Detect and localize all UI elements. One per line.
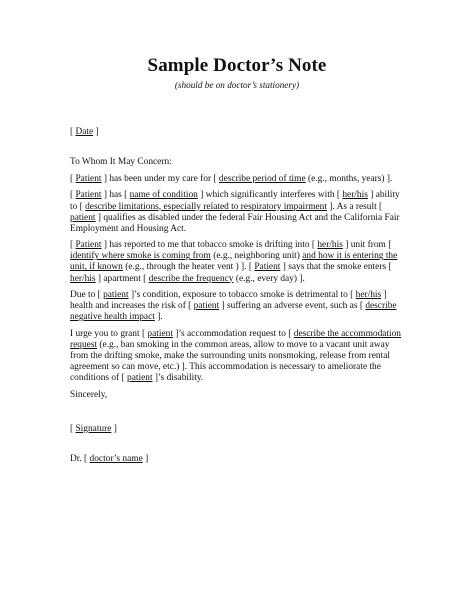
patient-placeholder: Patient xyxy=(75,190,102,201)
pronoun-placeholder: her/his xyxy=(355,289,382,300)
patient-placeholder: patient xyxy=(147,328,173,339)
patient-placeholder: Patient xyxy=(75,240,102,251)
frequency-placeholder: describe the frequency xyxy=(148,273,234,284)
patient-placeholder: Patient xyxy=(254,262,281,273)
signature-placeholder: Signature xyxy=(75,424,112,434)
page-subtitle: (should be on doctor’s stationery) xyxy=(174,80,300,90)
accommodation-placeholder: describe the accommodation request xyxy=(70,328,401,350)
patient-placeholder: patient xyxy=(127,373,153,384)
paragraph-condition: [ Patient ] has [ name of condition ] which significantly interferes with [ her/his ] ability to [ describe limitations, especially related to respiratory impairment ]. As a result [ patient ] qualifies as disabled under the federal Fair Housing Act and the California Fair Employment and Housing Act. xyxy=(70,190,400,234)
paragraph-smoke-report: [ Patient ] has reported to me that tobacco smoke is drifting into [ her/his ] unit from [ identify where smoke is coming from (e.g., neighboring unit) and how it is entering the unit, if known (e.g., through the heater vent ) ]. [ Patient ] says that the smoke enters [ her/his ] apartment [ describe the frequency (e.g., every day) ]. xyxy=(70,240,398,284)
date-placeholder: Date xyxy=(75,127,94,137)
pronoun-placeholder: her/his xyxy=(70,273,96,284)
paragraph-care-period: [ Patient ] has been under my care for [ describe period of time (e.g., months, years) ]. xyxy=(70,173,393,184)
health-impact-placeholder: describe negative health impact xyxy=(70,301,397,323)
doctor-name-placeholder: doctor’s name xyxy=(89,454,143,465)
date-line xyxy=(70,127,405,138)
page-title: Sample Doctor’s Note xyxy=(147,55,327,76)
salutation: To Whom It May Concern: xyxy=(70,157,172,168)
patient-placeholder: patient xyxy=(103,289,129,300)
condition-placeholder: name of condition xyxy=(129,190,198,201)
limitations-placeholder: describe limitations, especially related to respiratory impairment xyxy=(85,201,327,212)
bracket-open: [ xyxy=(70,127,76,137)
pronoun-placeholder: her/his xyxy=(317,240,343,251)
period-placeholder: describe period of time xyxy=(218,173,306,184)
doctor-name-line: Dr. [ doctor’s name ] xyxy=(70,454,149,465)
bracket-close: ] xyxy=(93,127,99,137)
pronoun-placeholder: her/his xyxy=(342,190,368,201)
letter-body xyxy=(70,127,405,471)
signature-line: [ Signature ] xyxy=(70,424,117,434)
patient-placeholder: patient xyxy=(193,301,220,312)
smoke-source-placeholder: identify where smoke is coming from xyxy=(70,251,211,262)
smoke-entry-placeholder: and how it is entering the unit, if known xyxy=(70,251,398,273)
closing: Sincerely, xyxy=(70,389,108,400)
patient-placeholder: Patient xyxy=(75,173,102,184)
patient-placeholder: patient xyxy=(70,212,96,223)
paragraph-health-risk: Due to [ patient ]’s condition, exposure to tobacco smoke is detrimental to [ her/his ] health and increases the risk of [ patient ] suffering an adverse event, such as [ describe negative health impact ]. xyxy=(70,289,397,323)
paragraph-accommodation: I urge you to grant [ patient ]’s accommodation request to [ describe the accommodation request (e.g., ban smoking in the common areas, allow to move to a vacant unit away from the drifting smoke, make the surrounding units nonsmoking, release from rental agreement so can move, etc.) ]. This accommodation is necessary to ameliorate the conditions of [ patient ]’s disability. xyxy=(70,328,401,384)
